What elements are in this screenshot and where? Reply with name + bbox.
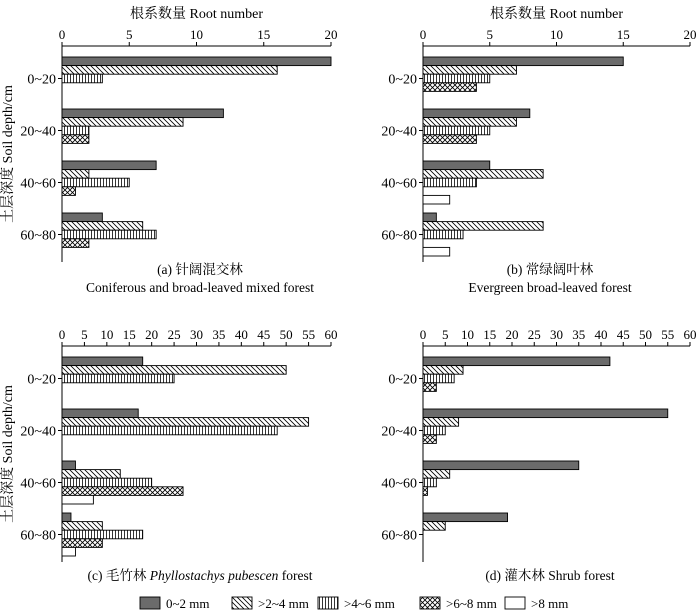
bar-3-0~20 [423,374,454,383]
x-tick-label: 10 [100,327,114,342]
x-tick-label: 35 [212,327,226,342]
bar-2-40~60 [62,170,89,179]
x-tick-label: 40 [594,327,608,342]
bar-3-0~20 [62,74,102,83]
bar-1-20~40 [423,409,668,418]
category-label: 60~80 [381,228,417,244]
bar-5-60~80 [62,547,75,556]
x-tick-label: 0 [58,327,66,342]
bar-1-40~60 [423,161,490,170]
x-tick-label: 0 [58,27,66,42]
category-label: 40~60 [381,176,417,192]
bar-2-0~20 [423,366,463,375]
x-tick-label: 5 [81,327,88,342]
x-tick-label: 10 [190,27,203,42]
legend-label: >4~6 mm [344,596,395,611]
bar-2-40~60 [423,170,543,179]
legend-swatch [318,597,338,609]
bar-1-20~40 [423,109,530,118]
bar-2-40~60 [423,470,450,479]
species-name: Phyllostachys pubescen [149,568,279,583]
bar-3-20~40 [423,126,490,135]
bar-4-0~20 [423,83,476,92]
x-tick-label: 30 [190,327,203,342]
bar-3-40~60 [62,178,129,187]
panel-caption-cn: (d) 灌木林 Shrub forest [485,568,615,583]
category-label: 20~40 [20,124,56,140]
bar-4-60~80 [62,239,89,248]
x-tick-label: 0 [419,327,427,342]
category-label: 20~40 [381,424,417,440]
x-tick-label: 10 [550,27,563,42]
bar-2-60~80 [423,222,543,231]
bar-1-0~20 [62,357,143,366]
bar-4-40~60 [62,487,183,496]
bar-3-40~60 [423,478,436,487]
x-tick-label: 25 [167,327,181,342]
bar-2-20~40 [423,418,459,427]
bar-1-60~80 [62,513,71,522]
bar-5-40~60 [423,195,450,204]
x-tick-label: 40 [234,327,248,342]
bar-1-40~60 [62,161,156,170]
bar-4-0~20 [423,383,436,392]
x-tick-label: 5 [442,327,449,342]
bar-1-20~40 [62,409,138,418]
x-tick-label: 5 [126,27,133,42]
bar-3-20~40 [62,126,89,135]
x-tick-label: 55 [302,327,316,342]
x-tick-label: 0 [419,27,427,42]
legend-label: >2~4 mm [258,596,309,611]
bar-3-0~20 [423,74,490,83]
panel-caption-en: Evergreen broad-leaved forest [468,280,632,295]
bar-4-40~60 [423,487,427,496]
x-tick-label: 30 [550,327,563,342]
bar-1-60~80 [62,213,102,222]
bar-3-60~80 [423,230,463,239]
bar-4-20~40 [423,435,436,444]
bar-1-0~20 [423,57,623,66]
x-tick-label: 10 [461,327,474,342]
x-tick-label: 25 [527,327,541,342]
bar-2-0~20 [423,66,516,75]
panel-c [0,327,338,583]
x-tick-label: 35 [572,327,586,342]
x-tick-label: 20 [324,27,338,42]
bar-2-20~40 [62,118,183,127]
category-label: 20~40 [20,424,56,440]
bar-2-60~80 [62,222,143,231]
x-tick-label: 5 [486,27,493,42]
bar-5-40~60 [62,495,93,504]
x-tick-label: 55 [661,327,675,342]
legend-swatch [140,597,160,609]
bar-2-0~20 [62,366,286,375]
x-tick-label: 20 [145,327,159,342]
bar-1-40~60 [62,461,75,470]
legend-swatch [232,597,252,609]
category-label: 40~60 [20,176,56,192]
bar-2-60~80 [62,522,102,531]
bar-1-0~20 [62,57,331,66]
x-tick-label: 60 [683,327,697,342]
legend-swatch [420,597,440,609]
y-axis-label: 土层深度 Soil depth/cm [1,85,16,223]
x-tick-label: 20 [683,27,697,42]
legend-label: 0~2 mm [166,596,210,611]
panel-caption-cn: (b) 常绿阔叶林 [506,262,594,277]
legend-swatch [505,597,525,609]
bar-2-0~20 [62,66,277,75]
panel-caption-en: Coniferous and broad-leaved mixed forest [86,280,314,295]
legend [140,596,568,611]
bar-2-20~40 [423,118,516,127]
x-tick-label: 60 [324,327,338,342]
x-tick-label: 15 [483,327,497,342]
x-tick-label: 50 [639,327,652,342]
category-label: 40~60 [381,476,417,492]
bar-1-40~60 [423,461,579,470]
category-label: 0~20 [388,72,417,88]
panel-a [0,5,338,295]
x-tick-label: 15 [616,27,630,42]
panel-d [381,327,696,583]
x-axis-label: 根系数量 Root number [130,7,263,22]
category-label: 60~80 [20,228,56,244]
bar-1-60~80 [423,513,508,522]
bar-4-20~40 [62,135,89,144]
category-label: 40~60 [20,476,56,492]
bar-3-20~40 [62,426,277,435]
bar-1-0~20 [423,357,610,366]
legend-label: >6~8 mm [446,596,497,611]
caption-suffix: forest [278,568,313,583]
bar-4-40~60 [62,187,75,196]
bar-3-60~80 [62,230,156,239]
legend-label: >8 mm [531,596,569,611]
x-axis-label: 根系数量 Root number [490,7,623,22]
category-label: 60~80 [381,528,417,544]
category-label: 0~20 [27,372,56,388]
bar-1-60~80 [423,213,436,222]
bar-4-20~40 [423,135,476,144]
category-label: 20~40 [381,124,417,140]
category-label: 0~20 [388,372,417,388]
bar-4-60~80 [62,539,102,548]
panel-caption-cn: (a) 针阔混交林 [157,262,243,277]
category-label: 60~80 [20,528,56,544]
bar-3-0~20 [62,374,174,383]
bar-1-20~40 [62,109,223,118]
x-tick-label: 45 [616,327,630,342]
bar-2-60~80 [423,522,445,531]
y-axis-label: 土层深度 Soil depth/cm [1,385,16,523]
x-tick-label: 15 [122,327,136,342]
bar-3-20~40 [423,426,445,435]
x-tick-label: 20 [505,327,519,342]
bar-5-60~80 [423,247,450,256]
category-label: 0~20 [27,72,56,88]
x-tick-label: 50 [279,327,293,342]
panel-caption-cn: (c) 毛竹林 Phyllostachys pubescen forest [87,568,313,583]
bar-3-40~60 [423,178,476,187]
x-tick-label: 15 [257,27,271,42]
bar-2-20~40 [62,418,309,427]
panel-b [381,5,696,295]
bar-3-60~80 [62,530,143,539]
bar-2-40~60 [62,470,120,479]
x-tick-label: 45 [257,327,271,342]
bar-3-40~60 [62,478,152,487]
